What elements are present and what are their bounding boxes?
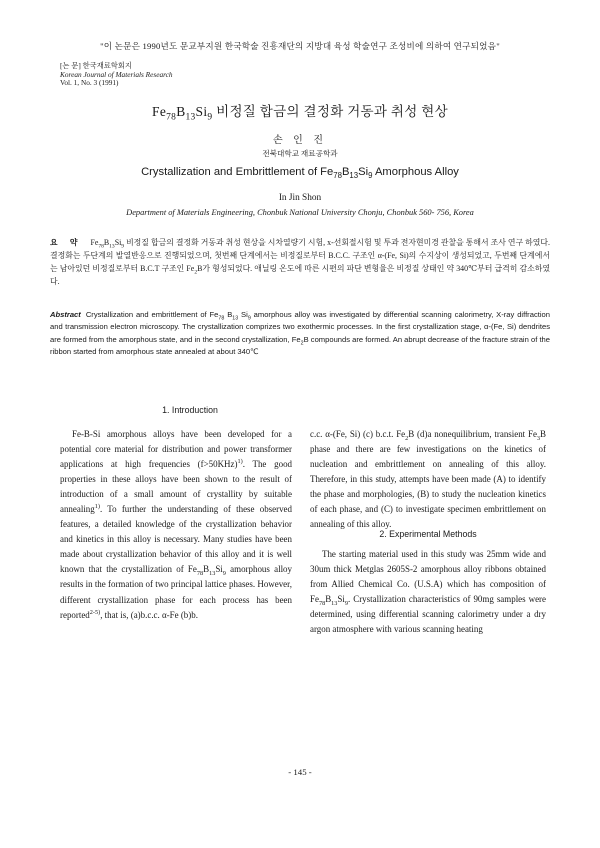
abstract-korean xyxy=(50,236,550,288)
body-column-left xyxy=(60,427,292,623)
introduction-paragraph: Fe-B-Si amorphous alloys have been developed for a potential core material for distribution and power transformer applications at high frequencies (f>50KHz)$^{1)}$. The good properties in these alloys have been shown to the result of introduction of a small amount of crystallity by suitable annealing$^{1)}$. To further the understanding of these observed features, a detailed knowledge of the crystallization behavior and kinetics in this alloy is necessary. Many studies have been made about crystallization behavior of this alloy and it is well known that the crystallization of $Fe_{78}B_{13}Si_9$ amorphous alloy results in the formation of two principal lattice phases. However, different crystallization phase for each process has been reported$^{2-5)}$, that is, (a)b.c.c. α-Fe (b)b. xyxy=(60,429,293,620)
funding-note: "이 논문은 1990년도 문교부지원 한국학술 진흥재단의 지방대 육성 학술연구 조성비에 의하여 연구되었음" xyxy=(100,41,500,51)
author-korean: 손 인 진 xyxy=(273,135,327,146)
abstract-korean-label: 요 약 xyxy=(50,238,83,247)
section-heading-introduction: 1. Introduction xyxy=(162,405,218,415)
abstract-english-text: Crystallization and embrittlement of $Fe_{78}$ $B_{13}$ $Si_9$ amorphous alloy was investigated by differential scanning calorimetry, X-ray diffraction and transmission electron microscopy. The crystallization comprizes two exothermic processes. In the first crystallization stage, α-(Fe, Si) dendrites are formed from the amorphous state, and in the second crystallization, $Fe_2B$ compounds are formed. An abrupt decrease of the fracture strain of the ribbon started from amorphous state annealed at about 340℃ xyxy=(50,310,550,356)
title-korean: $Fe_{78}B_{13}Si_9$ 비정질 합금의 결정화 거동과 취성 현상 xyxy=(152,104,448,123)
section-heading-experimental: 2. Experimental Methods xyxy=(379,529,477,539)
journal-volume: Vol. 1, No. 3 (1991) xyxy=(60,78,119,88)
introduction-paragraph-continued: c.c. α-(Fe, Si) (c) b.c.t. $Fe_2B$ (d)a nonequilibrium, transient $Fe_3B$ phase and there are few investigations on the kinetics of nucleation and embrittlement on annealing of this alloy. Therefore, in this study, attempts have been made (A) to identify the phase and morphologies, (B) to study the nucleation kinetics of each phase, and (C) to investigate specimen embrittlement on annealing of this alloy. xyxy=(310,429,547,530)
page-number: - 145 - xyxy=(288,767,312,777)
author-english: In Jin Shon xyxy=(278,193,322,203)
affiliation-korean: 전북대학교 재료공학과 xyxy=(262,149,338,158)
title-english: Crystallization and Embrittlement of $Fe_{78}B_{13}Si_9$ Amorphous Alloy xyxy=(141,166,459,181)
abstract-english xyxy=(50,309,550,358)
experimental-paragraph: The starting material used in this study was 25mm wide and 30um thick Metglas 2605S-2 amorphous alloy ribbons obtained from Allied Chemical Co. (U.S.A) which has composition of $Fe_{78}B_{13}Si_9$. Crystallization characteristics of 90mg samples were determined, using differential scanning calorimetry under a dry argon atmosphere with various scanning heating xyxy=(310,549,546,635)
abstract-english-label: Abstract xyxy=(50,310,81,319)
abstract-korean-text: $Fe_{78}B_{13}Si_9$ 비정질 합금의 결정화 거동과 취성 현상을 시차열량기 시험, x-선회절시험 및 투과 전자현미경 관찰을 통해서 조사 연구 하였다. 결정화는 두단계의 발열반응으로 진행되었으며, 첫번째 단계에서는 비정질로부터 B.C.C. 구조인 α-(Fe, Si)의 수지상이 생성되었고, 두번째 단계에서는 남아있던 비정질로부터 B.C.T 구조인 $Fe_2B$가 형성되었다. 애닐링 온도에 따른 시편의 파단 변형율은 비정질 상태인 약 340℃부터 급격히 감소하였다. xyxy=(50,238,550,286)
body-column-right-bottom xyxy=(310,547,546,637)
affiliation-english: Department of Materials Engineering, Chonbuk National University Chonju, Chonbuk 560- 756, Korea xyxy=(126,208,474,217)
journal-info xyxy=(60,62,173,88)
journal-name: Korean Journal of Materials Research xyxy=(60,69,173,79)
body-column-right-top xyxy=(310,427,546,532)
journal-line-kr: [논 문] 한국재료학회지 xyxy=(60,61,132,70)
